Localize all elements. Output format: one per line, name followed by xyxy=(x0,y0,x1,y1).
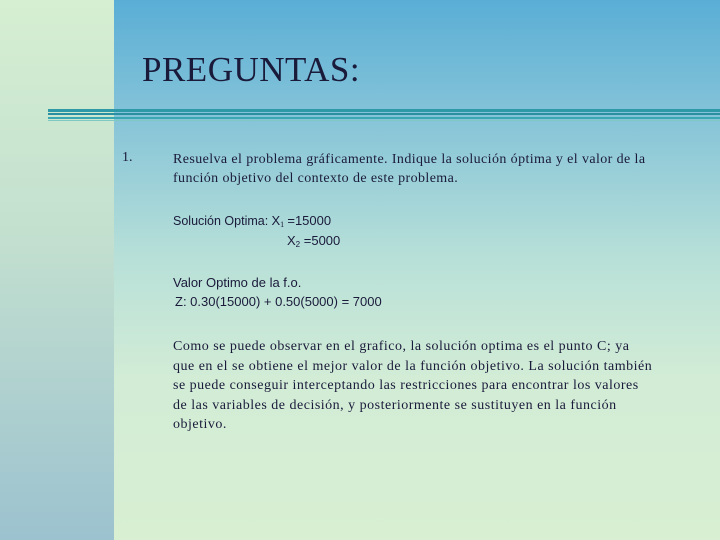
x2-subscript: 2 xyxy=(295,240,301,249)
solution-label: Solución Optima: xyxy=(173,214,269,228)
title-divider-line xyxy=(48,117,720,119)
x2-variable: X xyxy=(287,233,296,248)
item-number: 1. xyxy=(122,150,133,165)
explanation-text: Como se puede observar en el grafico, la solución optima es el punto C; ya que en el se obtiene el mejor valor de la función objetivo. La solución también se puede conseguir interceptando las restricciones para encontrar los valores de las variables de decisión, y posteriormente se sustituyen en la función objetivo. xyxy=(173,339,653,432)
x2-value: =5000 xyxy=(303,233,341,248)
title-divider-line xyxy=(48,109,720,112)
title-divider-line xyxy=(48,113,720,115)
question-text: Resuelva el problema gráficamente. Indique la solución óptima y el valor de la función objetivo del contexto de este problema. xyxy=(173,152,646,186)
x1-variable: X xyxy=(271,213,281,228)
x1-value: =15000 xyxy=(287,213,332,228)
objective-function-equation: Z: 0.30(15000) + 0.50(5000) = 7000 xyxy=(175,294,382,309)
solution-line-x1 xyxy=(173,213,331,229)
x1-subscript: 1 xyxy=(280,220,285,229)
solution-line-x2 xyxy=(287,233,340,249)
optimal-value-label: Valor Optimo de la f.o. xyxy=(173,275,302,290)
title-divider-line xyxy=(48,120,720,121)
slide-title: PREGUNTAS: xyxy=(142,50,361,89)
left-decorative-band xyxy=(0,0,114,540)
